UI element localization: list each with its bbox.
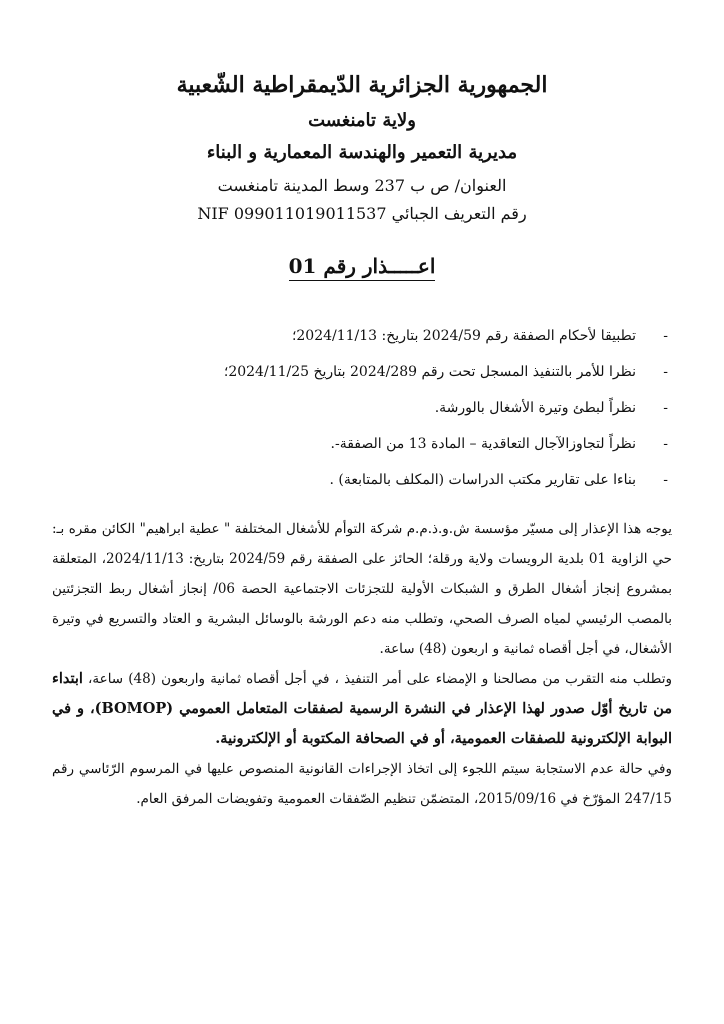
list-item-text: بناءا على تقارير مكتب الدراسات (المكلف بالمتابعة) .	[329, 472, 636, 488]
directorate-heading: مديرية التعمير والهندسة المعمارية و البناء	[206, 142, 518, 163]
wilaya-heading: ولاية تامنغست	[308, 110, 416, 131]
paragraph-2-bold: ابتداء من تاريخ أوّل صدور لهذا الإعذار في النشرة الرسمية لصفقات المتعامل العمومي (BOMOP)، و في البوابة الإلكترونية للصفقات العمومية، أو في الصحافة المكتوبة أو الإلكترونية.	[52, 670, 672, 747]
paragraph-2-normal: وتطلب منه التقرب من مصالحنا و الإمضاء على أمر التنفيذ ، في أجل أقصاه ثمانية واربعون (48) ساعة،	[82, 671, 672, 687]
document-title	[0, 254, 724, 278]
considerations-list	[76, 318, 668, 498]
body-paragraph-1: يوجه هذا الإعذار إلى مسيّر مؤسسة ش.و.ذ.م.م شركة التوأم للأشغال المختلفة " عطية ابراهيم" الكائن مقره بـ: حي الزاوية 01 بلدية الرويسات ولاية ورقلة؛ الحائز على الصفقة رقم 2024/59 بتاريخ: 2024/11/13، المتعلقة بمشروع إنجاز أشغال الطرق و الشبكات الأولية للتجزئات الاجتماعية الحصة 06/ إنجاز أشغال ربط التجزئتين بالمصب الرئيسي لمياه الصرف الصحي، وتطلب منه دعم الورشة بالوسائل البشرية و العتاد والتسريع في وتيرة الأشغال، في أجل أقصاه ثمانية و اربعون (48) ساعة.	[52, 521, 672, 657]
list-dash: -	[663, 436, 668, 452]
list-item	[76, 318, 668, 354]
list-item-text: نظرا للأمر بالتنفيذ المسجل تحت رقم 2024/289 بتاريخ 2024/11/25؛	[223, 364, 636, 380]
list-item-text: تطبيقا لأحكام الصفقة رقم 2024/59 بتاريخ: 2024/11/13؛	[291, 328, 636, 344]
list-dash: -	[663, 400, 668, 416]
list-item-text: نظراً لتجاوزالآجال التعاقدية – المادة 13 من الصفقة-.	[330, 436, 636, 452]
document-title-text: اعـــــذار رقم 01	[289, 254, 436, 281]
list-dash: -	[663, 328, 668, 344]
list-item-text: نظراً لبطئ وتيرة الأشغال بالورشة.	[434, 400, 636, 416]
body-paragraph-3: وفي حالة عدم الاستجابة سيتم اللجوء إلى اتخاذ الإجراءات القانونية المنصوص عليها في المرسوم الرّئاسي رقم 247/15 المؤرّخ في 2015/09/16، المتضمّن تنظيم الصّفقات العمومية وتفويضات المرفق العام.	[52, 761, 672, 807]
list-item	[76, 462, 668, 498]
list-dash: -	[663, 364, 668, 380]
republic-heading: الجمهورية الجزائرية الدّيمقراطية الشّعبية	[176, 72, 548, 98]
list-item	[76, 426, 668, 462]
list-item	[76, 390, 668, 426]
list-dash: -	[663, 472, 668, 488]
address-line: العنوان/ ص ب 237 وسط المدينة تامنغست	[217, 176, 507, 195]
body-paragraph-2	[52, 664, 672, 754]
list-item	[76, 354, 668, 390]
document-body	[52, 514, 672, 814]
nif-line: رقم التعريف الجبائي NIF 099011019011537	[197, 204, 527, 223]
